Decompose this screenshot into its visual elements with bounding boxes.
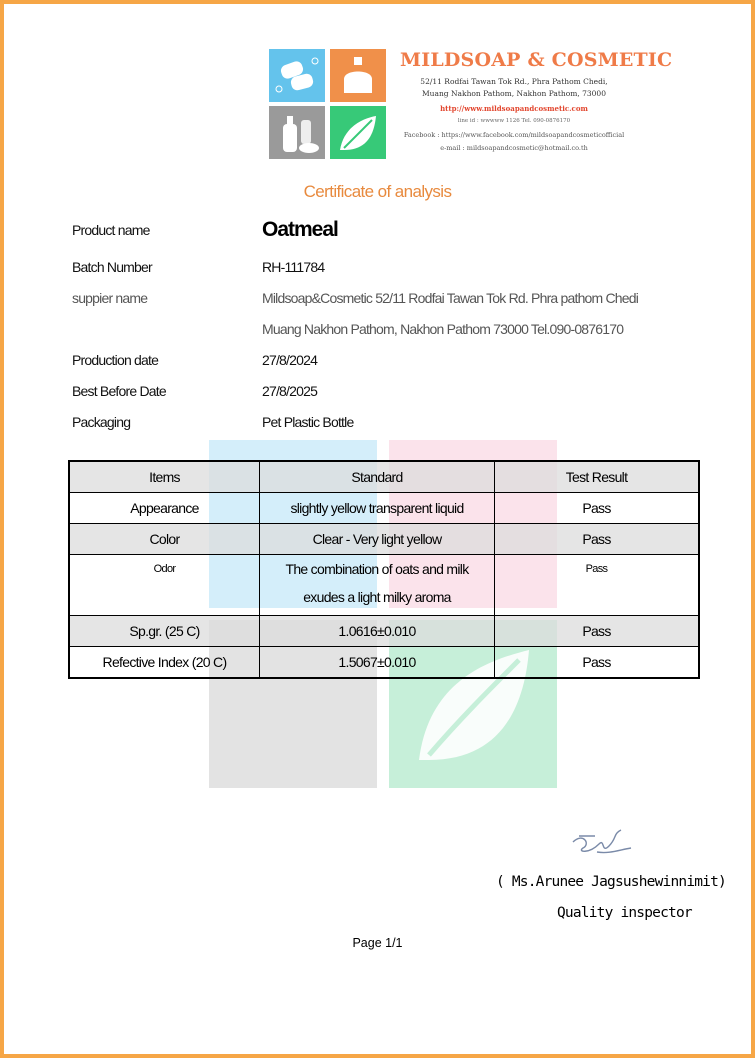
table-row <box>69 493 699 524</box>
best-before-label: Best Before Date <box>72 383 166 399</box>
supplier-label: suppier name <box>72 290 148 306</box>
line-tel: line id : wwwww 1126 Tel. 090-0876170 <box>457 118 571 124</box>
column-header: Items <box>69 461 260 493</box>
table-row <box>69 524 699 555</box>
supplier-line-1: Mildsoap&Cosmetic 52/11 Rodfai Tawan Tok Rd. Phra pathom Chedi <box>262 290 639 306</box>
analysis-table <box>68 460 700 679</box>
batch-number-value: RH-111784 <box>262 259 325 275</box>
document-title: Certificate of analysis <box>303 182 452 201</box>
standard-cell: 1.5067±0.010 <box>260 647 495 679</box>
batch-number-label: Batch Number <box>72 259 152 275</box>
brand-name: MILDSOAP & COSMETIC <box>400 49 673 71</box>
standard-cell: slightly yellow transparent liquid <box>260 493 495 524</box>
column-header: Standard <box>260 461 495 493</box>
result-text: Pass <box>585 563 608 575</box>
best-before-value: 27/8/2025 <box>262 383 318 399</box>
result-cell: Pass <box>495 524 700 555</box>
item-text: Odor <box>153 563 176 575</box>
table-row <box>69 616 699 647</box>
signer-name: ( Ms.Arunee Jagsushewinnimit) <box>496 874 726 890</box>
standard-line-2: exudes a light milky aroma <box>303 589 451 605</box>
cosmetic-bottles-icon <box>269 106 325 159</box>
certificate-page <box>4 4 751 1054</box>
item-cell: Appearance <box>69 493 260 524</box>
facebook-link[interactable]: Facebook : https://www.facebook.com/mildsoapandcosmeticofficial <box>403 131 625 139</box>
product-name-value: Oatmeal <box>262 218 338 241</box>
result-cell: Pass <box>495 493 700 524</box>
packaging-label: Packaging <box>72 414 131 430</box>
email-link[interactable]: e-mail : mildsoapandcosmetic@hotmail.co.th <box>440 144 588 152</box>
company-logo <box>264 45 673 163</box>
address-line-2: Muang Nakhon Pathom, Nakhon Pathom, 73000 <box>422 89 606 98</box>
result-cell: Pass <box>495 647 700 679</box>
leaf-icon <box>330 106 386 159</box>
supplier-line-2: Muang Nakhon Pathom, Nakhon Pathom 73000 Tel.090-0876170 <box>262 321 624 337</box>
product-name-label: Product name <box>72 222 150 238</box>
perfume-bottle-icon <box>330 49 386 102</box>
soap-bars-icon <box>269 49 325 102</box>
item-cell: Refective Index (20 C) <box>69 647 260 679</box>
standard-cell: Clear - Very light yellow <box>260 524 495 555</box>
item-cell: Color <box>69 524 260 555</box>
standard-line-1: The combination of oats and milk <box>285 561 469 577</box>
production-date-label: Production date <box>72 352 159 368</box>
page-number: Page 1/1 <box>352 936 403 950</box>
table-row <box>69 555 699 616</box>
table-row <box>69 647 699 679</box>
standard-cell <box>260 555 495 616</box>
signature-image <box>569 824 639 869</box>
item-cell <box>69 555 260 616</box>
result-cell: Pass <box>495 616 700 647</box>
table-header-row <box>69 461 699 493</box>
signer-role: Quality inspector <box>557 905 692 921</box>
result-cell <box>495 555 700 616</box>
item-cell: Sp.gr. (25 C) <box>69 616 260 647</box>
website-link[interactable]: http://www.mildsoapandcosmetic.com <box>440 104 588 113</box>
column-header: Test Result <box>495 461 700 493</box>
standard-cell: 1.0616±0.010 <box>260 616 495 647</box>
production-date-value: 27/8/2024 <box>262 352 318 368</box>
packaging-value: Pet Plastic Bottle <box>262 414 354 430</box>
address-line-1: 52/11 Rodfai Tawan Tok Rd., Phra Pathom Chedi, <box>420 77 608 86</box>
